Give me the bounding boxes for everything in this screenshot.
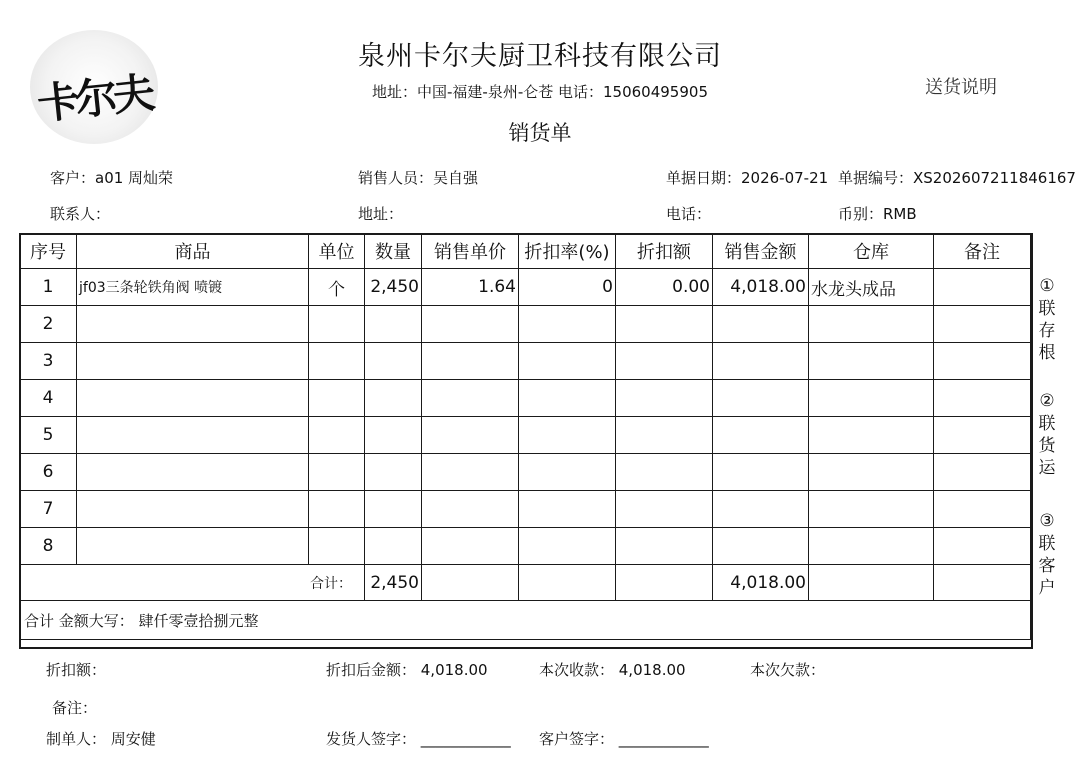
document-number-field: 单据编号：XS202607211846167 [838, 169, 1076, 187]
document-title: 销货单 [508, 121, 572, 145]
row-no: 8 [20, 528, 77, 565]
sales-items-table [19, 233, 1031, 640]
table-row [20, 417, 1031, 454]
total-row [20, 565, 1031, 601]
header-remark: 备注 [934, 234, 1031, 269]
amount-in-words-row [20, 601, 1031, 640]
header-discount-amount: 折扣额 [616, 234, 713, 269]
table-row [20, 454, 1031, 491]
row-no: 4 [20, 380, 77, 417]
row-unit: 个 [309, 269, 365, 306]
row-discount-rate: 0 [519, 269, 616, 306]
company-name: 泉州卡尔夫厨卫科技有限公司 [358, 41, 722, 72]
footer-received-amount: 本次收款： 4,018.00 [539, 661, 686, 679]
table-row [20, 491, 1031, 528]
footer-remark: 备注： [52, 699, 98, 717]
row-product: jf03三条轮铁角阀 喷镀 [77, 269, 309, 306]
document-date-field: 单据日期：2026-07-21 [666, 169, 829, 187]
total-quantity: 2,450 [365, 565, 422, 601]
contact-field: 联系人： [50, 205, 111, 223]
footer-discount: 折扣额： [46, 661, 107, 679]
row-unit-price: 1.64 [422, 269, 519, 306]
table-row [20, 269, 1031, 306]
table-row [20, 343, 1031, 380]
row-no: 7 [20, 491, 77, 528]
company-logo [30, 30, 158, 144]
phone-field: 电话： [666, 205, 712, 223]
row-no: 6 [20, 454, 77, 491]
header-quantity: 数量 [365, 234, 422, 269]
header-no: 序号 [20, 234, 77, 269]
header-discount-rate: 折扣率(%) [519, 234, 616, 269]
logo-text: 卡尔夫 [34, 68, 154, 129]
side-label-customer: ③ 联 客 户 [1038, 511, 1056, 598]
row-remark [934, 269, 1031, 306]
total-label: 合计： [20, 565, 365, 601]
header-sales-amount: 销售金额 [713, 234, 809, 269]
footer-customer-signature: 客户签字： ____________ [539, 730, 709, 748]
row-no: 2 [20, 306, 77, 343]
header-warehouse: 仓库 [809, 234, 934, 269]
delivery-note-label: 送货说明 [925, 77, 997, 98]
row-warehouse: 水龙头成品 [809, 269, 934, 306]
table-header-row [20, 234, 1031, 269]
footer-shipper-signature: 发货人签字： ____________ [326, 730, 511, 748]
table-row [20, 380, 1031, 417]
customer-field: 客户：a01 周灿荣 [50, 169, 174, 187]
company-address: 地址：中国-福建-泉州-仑苍 电话：15060495905 [372, 83, 708, 101]
row-quantity: 2,450 [365, 269, 422, 306]
side-label-stub: ① 联 存 根 [1038, 276, 1056, 363]
header-product: 商品 [77, 234, 309, 269]
total-sales-amount: 4,018.00 [713, 565, 809, 601]
row-no: 3 [20, 343, 77, 380]
table-row [20, 306, 1031, 343]
row-sales-amount: 4,018.00 [713, 269, 809, 306]
row-discount-amount: 0.00 [616, 269, 713, 306]
table-row [20, 528, 1031, 565]
row-no: 5 [20, 417, 77, 454]
footer-maker: 制单人： 周安健 [46, 730, 156, 748]
amount-in-words: 合计 金额大写： 肆仟零壹拾捌元整 [20, 601, 1031, 640]
footer-owed-amount: 本次欠款： [750, 661, 826, 679]
side-label-shipping: ② 联 货 运 [1038, 391, 1056, 478]
header-unit: 单位 [309, 234, 365, 269]
address-field: 地址： [358, 205, 404, 223]
header-unit-price: 销售单价 [422, 234, 519, 269]
salesperson-field: 销售人员：吴自强 [358, 169, 479, 187]
currency-field: 币别：RMB [838, 205, 917, 223]
row-no: 1 [20, 269, 77, 306]
footer-after-discount-amount: 折扣后金额： 4,018.00 [326, 661, 488, 679]
